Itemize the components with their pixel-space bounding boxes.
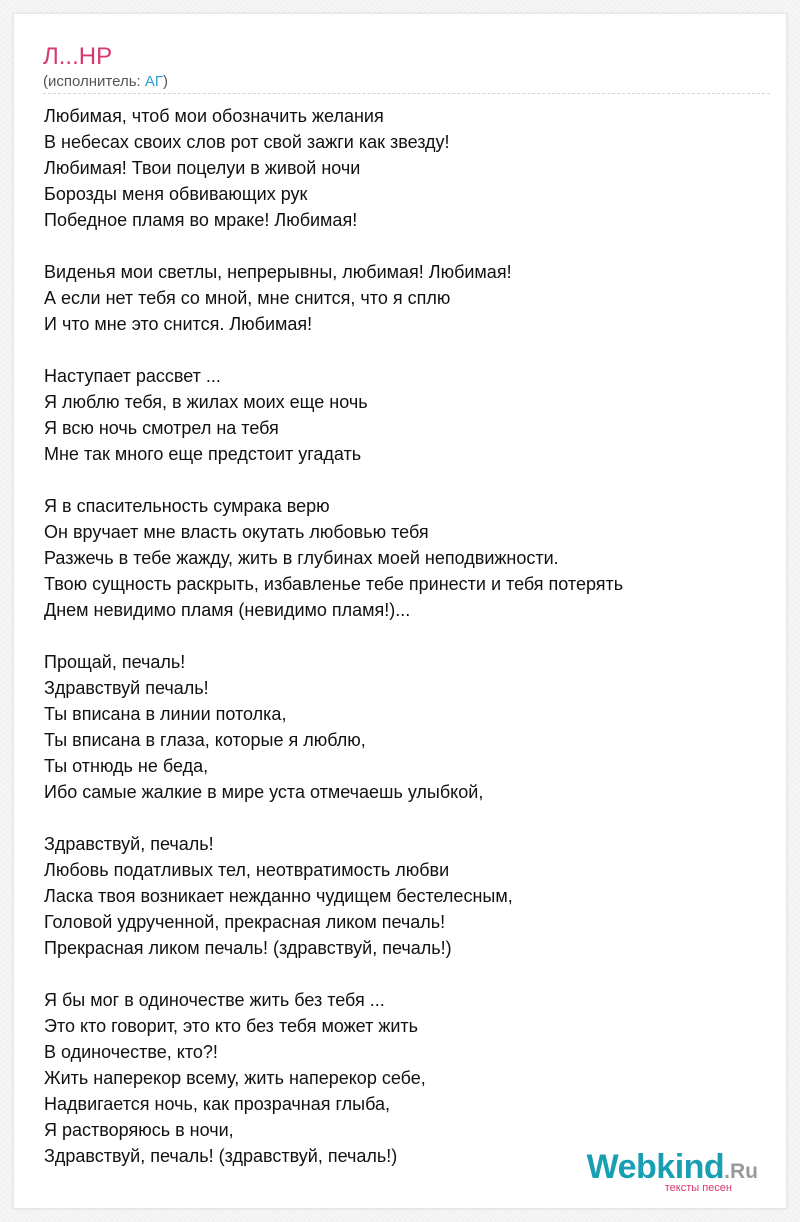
lyrics-line: Я в спасительность сумрака верю: [44, 496, 330, 516]
lyrics-line: Прощай, печаль!: [44, 652, 186, 672]
lyrics-line: Мне так много еще предстоит угадать: [44, 444, 362, 464]
logo-wordmark: Webkind: [586, 1148, 725, 1186]
lyrics-line: В одиночестве, кто?!: [44, 1042, 218, 1062]
logo-tagline: тексты песен: [664, 1182, 732, 1194]
artist-prefix: (исполнитель:: [43, 73, 145, 90]
lyrics-line: Я бы мог в одиночестве жить без тебя ...: [44, 990, 385, 1010]
artist-line: [43, 73, 168, 91]
lyrics-line: Это кто говорит, это кто без тебя может жить: [44, 1016, 419, 1036]
lyrics-stanza: [44, 493, 764, 623]
lyrics-line: Любимая, чтоб мои обозначить желания: [44, 106, 384, 126]
lyrics-text: [44, 103, 764, 1195]
lyrics-stanza: [44, 103, 764, 233]
header-separator: [43, 93, 770, 94]
lyrics-line: И что мне это снится. Любимая!: [44, 314, 313, 334]
lyrics-line: Жить наперекор всему, жить наперекор себе,: [44, 1068, 426, 1088]
lyrics-line: А если нет тебя со мной, мне снится, что я сплю: [44, 288, 451, 308]
lyrics-stanza: [44, 831, 764, 961]
song-title: Л...НР: [43, 43, 113, 70]
lyrics-line: В небесах своих слов рот свой зажги как звезду!: [44, 132, 450, 152]
lyrics-line: Разжечь в тебе жажду, жить в глубинах моей неподвижности.: [44, 548, 559, 568]
logo-domain-suffix: .Ru: [724, 1160, 758, 1183]
lyrics-line: Любимая! Твои поцелуи в живой ночи: [44, 158, 361, 178]
lyrics-line: Здравствуй, печаль!: [44, 834, 214, 854]
lyrics-line: Головой удрученной, прекрасная ликом печаль!: [44, 912, 446, 932]
artist-suffix: ): [163, 73, 169, 90]
lyrics-line: Наступает рассвет ...: [44, 366, 221, 386]
lyrics-line: Твою сущность раскрыть, избавленье тебе принести и тебя потерять: [44, 574, 624, 594]
lyrics-line: Он вручает мне власть окутать любовью тебя: [44, 522, 429, 542]
lyrics-line: Я растворяюсь в ночи,: [44, 1120, 234, 1140]
lyrics-line: Здравствуй печаль!: [44, 678, 209, 698]
lyrics-line: Ты вписана в глаза, которые я люблю,: [44, 730, 366, 750]
lyrics-line: Ласка твоя возникает нежданно чудищем бестелесным,: [44, 886, 513, 906]
artist-link[interactable]: АГ: [144, 73, 164, 90]
lyrics-line: Ты вписана в линии потолка,: [44, 704, 287, 724]
lyrics-line: Днем невидимо пламя (невидимо пламя!)...: [44, 600, 411, 620]
lyrics-line: Виденья мои светлы, непрерывны, любимая! Любимая!: [44, 262, 512, 282]
lyrics-stanza: [44, 987, 764, 1169]
lyrics-line: Я всю ночь смотрел на тебя: [44, 418, 279, 438]
lyrics-line: Победное пламя во мраке! Любимая!: [44, 210, 358, 230]
lyrics-stanza: [44, 649, 764, 805]
lyrics-line: Ты отнюдь не беда,: [44, 756, 209, 776]
lyrics-line: Я люблю тебя, в жилах моих еще ночь: [44, 392, 368, 412]
lyrics-line: Прекрасная ликом печаль! (здравствуй, печаль!): [44, 938, 452, 958]
lyrics-line: Борозды меня обвивающих рук: [44, 184, 308, 204]
lyrics-line: Любовь податливых тел, неотвратимость любви: [44, 860, 450, 880]
lyrics-line: Надвигается ночь, как прозрачная глыба,: [44, 1094, 391, 1114]
site-logo[interactable]: [587, 1150, 758, 1194]
lyrics-line: Здравствуй, печаль! (здравствуй, печаль!): [44, 1146, 398, 1166]
lyrics-stanza: [44, 259, 764, 337]
lyrics-page: [13, 13, 787, 1209]
lyrics-stanza: [44, 363, 764, 467]
lyrics-line: Ибо самые жалкие в мире уста отмечаешь улыбкой,: [44, 782, 484, 802]
